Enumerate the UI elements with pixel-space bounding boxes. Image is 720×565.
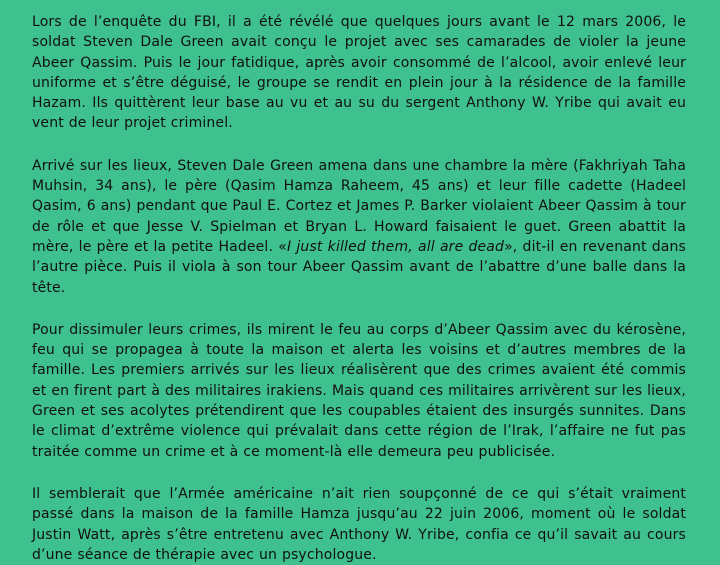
paragraph-discovery: Il semblerait que l’Armée américaine n’ait rien soupçonné de ce qui s’était vraiment passé dans la maison de la famille Hamza jusqu’au 22 juin 2006, moment où le soldat Justin Watt, après s’être entretenu avec Anthony W. Yribe, confia ce qu’il savait au cours d’une séance de thérapie avec un psychologue. xyxy=(32,485,686,563)
paragraph-fbi-investigation: Lors de l’enquête du FBI, il a été révélé que quelques jours avant le 12 mars 2006, le soldat Steven Dale Green avait conçu le projet avec ses camarades de violer la jeune Abeer Qassim. Puis le jour fatidique, après avoir consommé de l’alcool, avoir enlevé leur uniforme et s’être déguisé, le groupe se rendit en plein jour à la résidence de la famille Hazam. Ils quittèrent leur base au vu et au su du sergent Anthony W. Yribe qui avait eu vent de leur projet criminel. xyxy=(32,14,686,132)
paragraph-crime-description xyxy=(32,156,686,298)
english-quote: I just killed them, all are dead xyxy=(286,238,505,255)
paragraph-cover-up: Pour dissimuler leurs crimes, ils mirent le feu au corps d’Abeer Qassim avec du kérosène, feu qui se propagea à toute la maison et alerta les voisins et d’autres membres de la famille. Les premiers arrivés sur les lieux réalisèrent que des crimes avaient été commis et en firent part à des militaires irakiens. Mais quand ces militaires arrivèrent sur les lieux, Green et ses acolytes prétendirent que les coupables étaient des insurgés sunnites. Dans le climat d’extrême violence qui prévalait dans cette région de l’Irak, l’affaire ne fut pas traitée comme un crime et à ce moment-là elle demeura peu publicisée. xyxy=(32,321,686,460)
paragraph-crime-text-before: Arrivé sur les lieux, Steven Dale Green amena dans une chambre la mère (Fakhriyah Taha Muhsin, 34 ans), le père (Qasim Hamza Raheem, 45 ans) et leur fille cadette (Hadeel Qasim, 6 ans) pendant que Paul E. Cortez et James P. Barker violaient Abeer Qassim à tour de rôle et que Jesse V. Spielman et Bryan L. Howard faisaient le guet. Green abattit la mère, le père et la petite Hadeel. « xyxy=(32,157,686,255)
paragraph-crime-text-after: », dit-il en revenant dans l’autre pièce. Puis il viola à son tour Abeer Qassim avant de l’abattre d’une balle dans la tête. xyxy=(32,238,687,296)
